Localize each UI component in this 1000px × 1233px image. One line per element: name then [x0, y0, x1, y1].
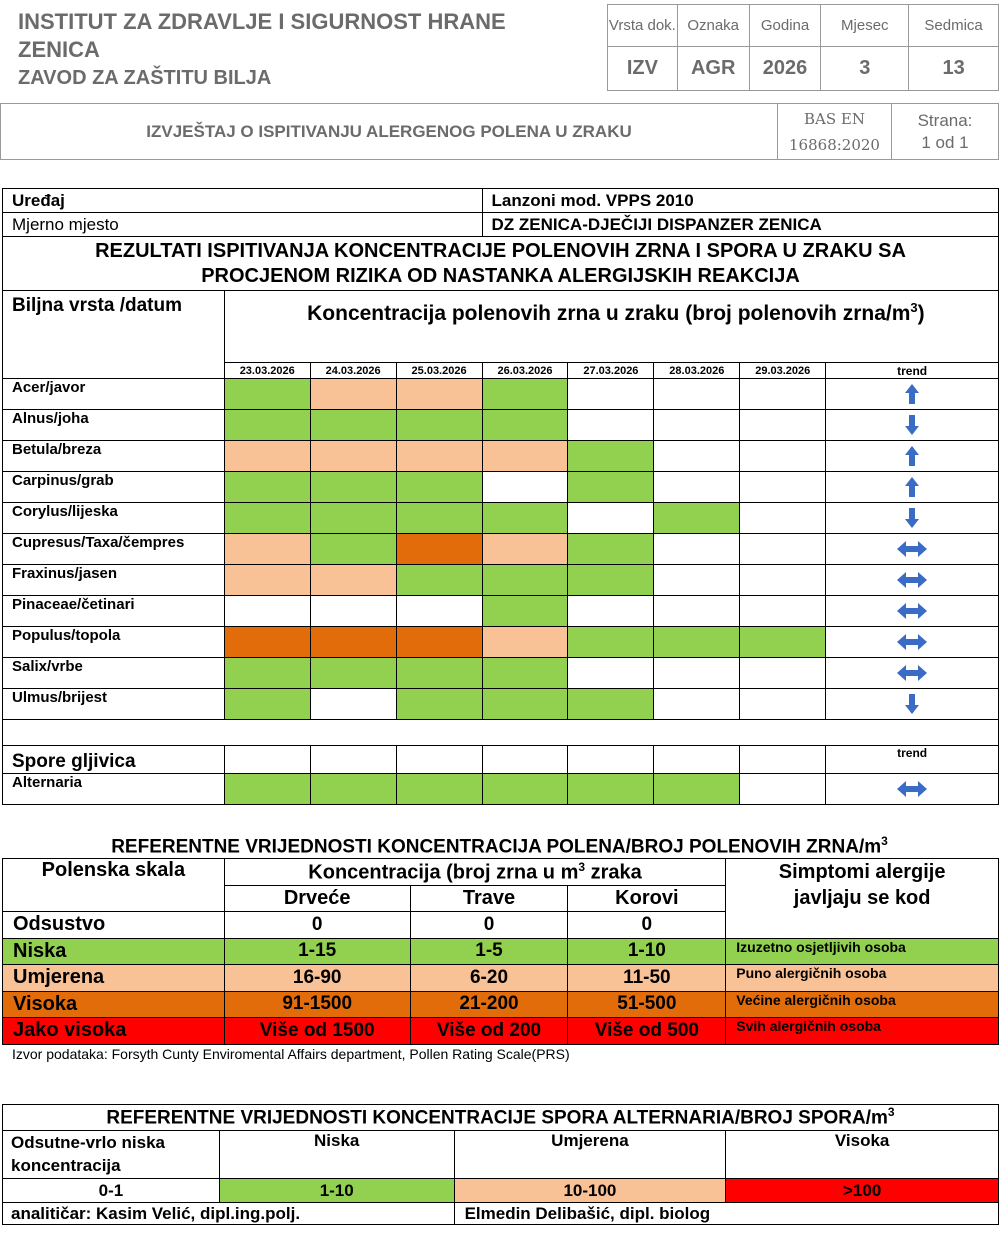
grass-range: 6-20 — [410, 965, 568, 992]
left-right-arrow-icon — [826, 534, 999, 565]
device-label: Uređaj — [3, 189, 483, 213]
level-cell-niska — [224, 379, 310, 410]
conc-unit-header: Koncentracija (broj zrna u $m^3$ zraka — [224, 859, 725, 886]
date-header: 27.03.2026 — [568, 363, 654, 379]
level-cell-niska — [396, 410, 482, 441]
level-cell-none — [654, 441, 740, 472]
level-cell-niska — [310, 534, 396, 565]
grass-range: 0 — [410, 912, 568, 939]
level-cell-niska — [224, 410, 310, 441]
empty-cell — [568, 746, 654, 774]
level-cell-niska — [396, 503, 482, 534]
org-name-line2: ZENICA — [18, 37, 100, 62]
level-cell-none — [740, 774, 826, 805]
spacer-row — [3, 720, 999, 746]
analyst-2: Elmedin Delibašić, dipl. biolog — [454, 1203, 998, 1225]
week-value: 13 — [909, 47, 999, 91]
spore-val-absent: 0-1 — [3, 1179, 220, 1203]
level-cell-niska — [482, 410, 568, 441]
site-value: DZ ZENICA-DJEČIJI DISPANZER ZENICA — [482, 213, 998, 237]
level-cell-niska — [654, 774, 740, 805]
results-title-line2: PROCJENOM RIZIKA OD NASTANKA ALERGIJSKIH REAKCIJA — [201, 264, 800, 287]
species-row — [3, 689, 999, 720]
analyst-1: analitičar: Kasim Velić, dipl.ing.polj. — [3, 1203, 455, 1225]
site-label: Mjerno mjesto — [3, 213, 483, 237]
level-cell-none — [654, 379, 740, 410]
doc-type-label: Vrsta dok. — [608, 5, 678, 47]
report-title: IZVJEŠTAJ O ISPITIVANJU ALERGENOG POLENA U ZRAKU — [1, 104, 778, 160]
empty-cell — [310, 746, 396, 774]
level-cell-umjerena — [224, 441, 310, 472]
level-cell-none — [568, 379, 654, 410]
level-cell-niska — [396, 689, 482, 720]
level-cell-visoka — [224, 627, 310, 658]
symptoms-text: Svih alergičnih osoba — [726, 1018, 999, 1045]
level-cell-none — [740, 565, 826, 596]
level-cell-none — [654, 658, 740, 689]
data-source: Izvor podataka: Forsyth Cunty Enviromental Affairs department, Pollen Rating Scale(PRS) — [12, 1046, 570, 1062]
species-row — [3, 379, 999, 410]
level-cell-umjerena — [396, 379, 482, 410]
level-cell-none — [740, 534, 826, 565]
scale-row-umjerena — [3, 965, 999, 992]
concentration-header: Koncentracija polenovih zrna u zraku (broj polenovih zrna/$m^3$) — [224, 291, 998, 363]
level-cell-niska — [224, 472, 310, 503]
year-label: Godina — [749, 5, 821, 47]
level-cell-none — [654, 472, 740, 503]
level-cell-none — [654, 534, 740, 565]
year-value: 2026 — [749, 47, 821, 91]
date-header: 29.03.2026 — [740, 363, 826, 379]
page-label: Strana: — [917, 110, 973, 130]
empty-cell — [482, 746, 568, 774]
level-cell-niska — [568, 627, 654, 658]
species-name: Cupresus/Taxa/čempres — [3, 534, 225, 565]
organization-block — [18, 8, 598, 92]
trees-range: Više od 1500 — [224, 1018, 410, 1045]
level-cell-niska — [224, 774, 310, 805]
up-arrow-icon — [826, 441, 999, 472]
level-cell-niska — [568, 565, 654, 596]
species-name: Ulmus/brijest — [3, 689, 225, 720]
spore-col-low: Niska — [219, 1131, 454, 1179]
species-row — [3, 410, 999, 441]
species-name: Carpinus/grab — [3, 472, 225, 503]
left-right-arrow-icon — [826, 774, 999, 805]
date-header: 28.03.2026 — [654, 363, 740, 379]
page-cell — [892, 104, 999, 160]
species-name: Pinaceae/četinari — [3, 596, 225, 627]
species-row — [3, 472, 999, 503]
spore-row — [3, 774, 999, 805]
level-cell-none — [654, 410, 740, 441]
down-arrow-icon — [826, 410, 999, 441]
scale-label: Odsustvo — [3, 912, 225, 939]
level-cell-umjerena — [224, 565, 310, 596]
level-cell-umjerena — [310, 379, 396, 410]
grass-range: 1-5 — [410, 938, 568, 965]
scale-label: Niska — [3, 938, 225, 965]
species-row — [3, 658, 999, 689]
report-title-bar — [0, 103, 999, 160]
down-arrow-icon — [826, 503, 999, 534]
level-cell-niska — [224, 503, 310, 534]
scale-row-jako_visoka — [3, 1018, 999, 1045]
species-row — [3, 627, 999, 658]
results-title — [3, 237, 999, 291]
species-name: Populus/topola — [3, 627, 225, 658]
device-value: Lanzoni mod. VPPS 2010 — [482, 189, 998, 213]
species-name: Acer/javor — [3, 379, 225, 410]
level-cell-umjerena — [224, 534, 310, 565]
species-row — [3, 565, 999, 596]
up-arrow-icon — [826, 472, 999, 503]
level-cell-niska — [482, 565, 568, 596]
level-cell-niska — [396, 658, 482, 689]
standard-cell — [778, 104, 892, 160]
spore-reference-table — [2, 1104, 999, 1225]
level-cell-niska — [396, 565, 482, 596]
level-cell-none — [740, 379, 826, 410]
left-right-arrow-icon — [826, 658, 999, 689]
empty-cell — [224, 746, 310, 774]
col-trees: Drveće — [224, 886, 410, 912]
mark-label: Oznaka — [677, 5, 749, 47]
date-header: 25.03.2026 — [396, 363, 482, 379]
level-cell-niska — [482, 596, 568, 627]
level-cell-none — [568, 596, 654, 627]
doc-type-value: IZV — [608, 47, 678, 91]
spore-col-moderate: Umjerena — [454, 1131, 726, 1179]
level-cell-visoka — [396, 627, 482, 658]
standard-line1: BAS EN — [804, 109, 865, 128]
level-cell-niska — [568, 472, 654, 503]
empty-cell — [396, 746, 482, 774]
org-department: ZAVOD ZA ZAŠTITU BILJA — [18, 67, 272, 89]
month-label: Mjesec — [821, 5, 909, 47]
level-cell-niska — [482, 658, 568, 689]
standard-line2: 16868:2020 — [789, 135, 880, 154]
level-cell-niska — [482, 379, 568, 410]
species-name: Corylus/lijeska — [3, 503, 225, 534]
level-cell-none — [740, 441, 826, 472]
level-cell-none — [224, 596, 310, 627]
level-cell-none — [568, 658, 654, 689]
level-cell-niska — [224, 689, 310, 720]
trees-range: 0 — [224, 912, 410, 939]
month-value: 3 — [821, 47, 909, 91]
level-cell-umjerena — [396, 441, 482, 472]
level-cell-none — [654, 689, 740, 720]
level-cell-niska — [310, 503, 396, 534]
level-cell-niska — [396, 472, 482, 503]
level-cell-niska — [568, 689, 654, 720]
left-right-arrow-icon — [826, 596, 999, 627]
level-cell-none — [310, 689, 396, 720]
level-cell-niska — [482, 503, 568, 534]
weeds-range: 0 — [568, 912, 726, 939]
down-arrow-icon — [826, 689, 999, 720]
level-cell-none — [740, 689, 826, 720]
trees-range: 1-15 — [224, 938, 410, 965]
level-cell-none — [654, 565, 740, 596]
species-row — [3, 596, 999, 627]
symptoms-header: Simptomi alergije javljaju se kod — [726, 859, 999, 939]
scale-row-visoka — [3, 991, 999, 1018]
grass-range: 21-200 — [410, 991, 568, 1018]
level-cell-niska — [568, 774, 654, 805]
date-header: 26.03.2026 — [482, 363, 568, 379]
mark-value: AGR — [677, 47, 749, 91]
species-row — [3, 503, 999, 534]
symptoms-text: Izuzetno osjetljivih osoba — [726, 938, 999, 965]
spore-col-high: Visoka — [726, 1131, 999, 1179]
level-cell-niska — [224, 658, 310, 689]
level-cell-niska — [482, 689, 568, 720]
col-weeds: Korovi — [568, 886, 726, 912]
level-cell-niska — [568, 534, 654, 565]
species-row — [3, 534, 999, 565]
org-name-line1: INSTITUT ZA ZDRAVLJE I SIGURNOST HRANE — [18, 9, 506, 34]
scale-row-niska — [3, 938, 999, 965]
species-header: Biljna vrsta /datum — [3, 291, 225, 379]
level-cell-none — [740, 596, 826, 627]
week-label: Sedmica — [909, 5, 999, 47]
pollen-reference-title: REFERENTNE VRIJEDNOSTI KONCENTRACIJA POLENA/BROJ POLENOVIH ZRNA/$m^3$ — [111, 834, 888, 858]
left-right-arrow-icon — [826, 627, 999, 658]
col-grass: Trave — [410, 886, 568, 912]
empty-cell — [740, 746, 826, 774]
weeds-range: 51-500 — [568, 991, 726, 1018]
symptoms-text: Većine alergičnih osoba — [726, 991, 999, 1018]
species-name: Fraxinus/jasen — [3, 565, 225, 596]
level-cell-visoka — [396, 534, 482, 565]
trees-range: 91-1500 — [224, 991, 410, 1018]
scale-label: Visoka — [3, 991, 225, 1018]
level-cell-none — [740, 472, 826, 503]
scale-header: Polenska skala — [3, 859, 225, 912]
level-cell-niska — [568, 441, 654, 472]
grass-range: Više od 200 — [410, 1018, 568, 1045]
species-name: Alnus/joha — [3, 410, 225, 441]
trend-header: trend — [826, 363, 999, 379]
date-header: 24.03.2026 — [310, 363, 396, 379]
trees-range: 16-90 — [224, 965, 410, 992]
species-name: Salix/vrbe — [3, 658, 225, 689]
level-cell-niska — [310, 472, 396, 503]
date-header: 23.03.2026 — [224, 363, 310, 379]
species-name: Alternaria — [3, 774, 225, 805]
symptoms-text: Puno alergičnih osoba — [726, 965, 999, 992]
level-cell-umjerena — [310, 565, 396, 596]
weeds-range: 1-10 — [568, 938, 726, 965]
level-cell-none — [740, 410, 826, 441]
level-cell-none — [654, 596, 740, 627]
level-cell-umjerena — [482, 534, 568, 565]
level-cell-niska — [654, 503, 740, 534]
left-right-arrow-icon — [826, 565, 999, 596]
level-cell-umjerena — [310, 441, 396, 472]
level-cell-visoka — [310, 627, 396, 658]
weeds-range: Više od 500 — [568, 1018, 726, 1045]
level-cell-none — [482, 472, 568, 503]
level-cell-umjerena — [482, 627, 568, 658]
spore-val-low: 1-10 — [219, 1179, 454, 1203]
level-cell-niska — [654, 627, 740, 658]
results-title-line1: REZULTATI ISPITIVANJA KONCENTRACIJE POLENOVIH ZRNA I SPORA U ZRAKU SA — [95, 239, 906, 262]
scale-label: Jako visoka — [3, 1018, 225, 1045]
scale-label: Umjerena — [3, 965, 225, 992]
level-cell-none — [740, 503, 826, 534]
empty-cell — [654, 746, 740, 774]
level-cell-none — [310, 596, 396, 627]
pollen-reference-table — [2, 858, 999, 1045]
spore-col-absent: Odsutne-vrlo niska koncentracija — [3, 1131, 220, 1179]
level-cell-none — [396, 596, 482, 627]
results-table — [2, 188, 999, 805]
level-cell-none — [740, 658, 826, 689]
level-cell-niska — [740, 627, 826, 658]
weeds-range: 11-50 — [568, 965, 726, 992]
spore-val-moderate: 10-100 — [454, 1179, 726, 1203]
level-cell-umjerena — [482, 441, 568, 472]
level-cell-none — [568, 410, 654, 441]
up-arrow-icon — [826, 379, 999, 410]
level-cell-none — [568, 503, 654, 534]
species-name: Betula/breza — [3, 441, 225, 472]
page-value: 1 od 1 — [921, 132, 969, 152]
species-row — [3, 441, 999, 472]
spores-header: Spore gljivica — [3, 746, 225, 774]
spore-val-high: >100 — [726, 1179, 999, 1203]
level-cell-niska — [310, 658, 396, 689]
level-cell-niska — [310, 774, 396, 805]
level-cell-niska — [310, 410, 396, 441]
spore-reference-title: REFERENTNE VRIJEDNOSTI KONCENTRACIJE SPORA ALTERNARIA/BROJ SPORA/$m^3$ — [3, 1105, 999, 1131]
spores-trend-header: trend — [826, 746, 999, 774]
document-code-grid — [607, 4, 999, 91]
level-cell-niska — [396, 774, 482, 805]
level-cell-niska — [482, 774, 568, 805]
